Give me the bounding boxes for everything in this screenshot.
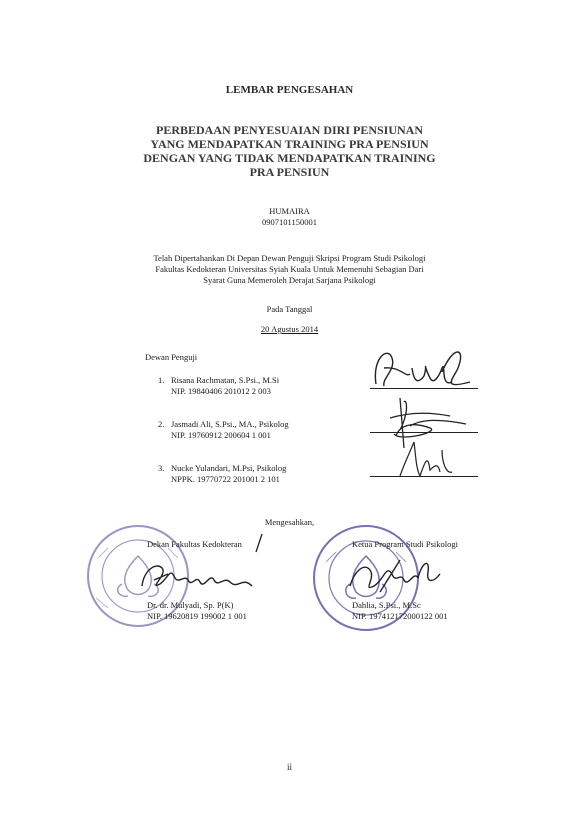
panel-label: Dewan Penguji [145,352,198,362]
author-name: HUMAIRA [269,206,310,216]
date-label: Pada Tanggal [266,304,313,314]
examiner-number: 3. [158,463,165,473]
author-id: 0907101150001 [262,217,317,227]
examiner-signatures [370,338,480,488]
thesis-title-line-2: YANG MENDAPATKAN TRAINING PRA PENSIUN [150,137,429,151]
dean-name: Dr. dr. Mulyadi, Sp. P(K) [147,600,234,610]
examiner-name: Risana Rachmatan, S.Psi., M.Si [171,375,280,385]
thesis-title-line-3: DENGAN YANG TIDAK MENDAPATKAN TRAINING [143,151,436,165]
program-head-nip: NIP. 197412172000122 001 [352,611,448,621]
dean-nip: NIP. 19620819 199002 1 001 [147,611,247,621]
page-number: ii [286,762,292,772]
examiner-nip: NIP. 19840406 201012 2 003 [171,386,271,396]
examiner-name: Nucke Yulandari, M.Psi, Psikolog [171,463,287,473]
examiner-nip: NIP. 19760912 200604 1 001 [171,430,271,440]
thesis-title-line-1: PERBEDAAN PENYESUAIAN DIRI PENSIUNAN [155,123,424,137]
approval-label: Mengesahkan, [264,517,315,527]
date-value: 20 Agustus 2014 [260,324,319,334]
examiner-name: Jasmadi Ali, S.Psi., MA., Psikolog [171,419,289,429]
signature-risana [375,352,470,386]
program-head-name: Dahlia, S.Psi., M.Sc [352,600,421,610]
statement-line-1: Telah Dipertahankan Di Depan Dewan Penguji Skripsi Program Studi Psikologi [153,253,426,263]
signature-nucke [400,442,452,476]
examiner-number: 2. [158,419,165,429]
thesis-title-line-4: PRA PENSIUN [249,165,330,179]
page-heading: LEMBAR PENGESAHAN [225,84,354,96]
program-head-title: Ketua Program Studi Psikologi [352,539,459,549]
dean-title-mark [252,532,266,554]
dean-signature [134,556,274,596]
examiner-nip: NPPK. 19770722 201001 2 101 [171,474,280,484]
examiner-number: 1. [158,375,165,385]
signature-jasmadi [390,398,466,448]
dean-title: Dekan Fakultas Kedokteran [147,539,242,549]
statement-line-2: Fakultas Kedokteran Universitas Syiah Kuala Untuk Memenuhi Sebagian Dari [155,264,424,274]
program-head-signature [340,552,450,600]
statement-line-3: Syarat Guna Memeroleh Derajat Sarjana Psikologi [203,275,376,285]
